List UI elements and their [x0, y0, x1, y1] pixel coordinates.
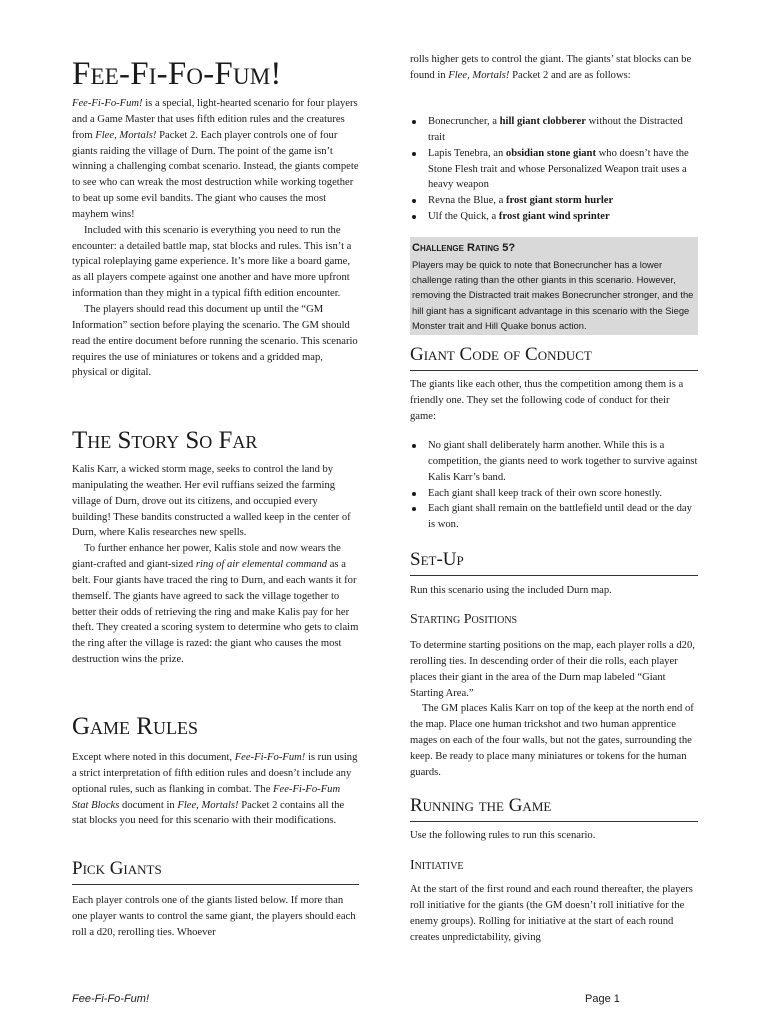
intro-text-a: is a special, light-hearted scenario for four players and a Game Master that uses fifth edition rules and the creatures from: [72, 98, 358, 141]
rules-title-ref: Fee-Fi-Fo-Fum!: [234, 752, 306, 763]
heading-set-up: Set-Up: [410, 549, 698, 576]
starting-positions-section: [410, 638, 698, 781]
story-paragraph-2: [72, 541, 359, 668]
list-item: Each giant shall keep track of their own score honestly.: [410, 486, 698, 502]
sidebar-body: Players may be quick to note that Bonecruncher has a lower challenge rating than the other giants in this scenario. However, removing the Distracted trait makes Bonecruncher stronger, and the hill giant has a significant advantage in this scenario with the Siege Monster trait and Hill Quake bonus action.: [412, 259, 694, 331]
rules-section: [72, 750, 359, 829]
code-list: [410, 438, 698, 533]
heading-running-the-game: Running the Game: [410, 795, 698, 822]
list-item: [410, 193, 698, 209]
intro-paragraph-3: The players should read this document up until the “GM Information” section before playing the scenario. The GM should read the entire document before running the scenario. This scenario requires the use of miniatures or tokens and a gridded map, physical or digital.: [72, 303, 358, 379]
heading-game-rules: Game Rules: [72, 713, 198, 740]
giant-name: Bonecruncher, a: [428, 116, 500, 127]
running-paragraph-1: Use the following rules to run this scenario.: [410, 830, 596, 841]
setup-paragraph-1: Run this scenario using the included Durn map.: [410, 585, 612, 596]
heading-pick-giants: Pick Giants: [72, 858, 359, 885]
rules-text-b: is run using a strict interpretation of fifth edition rules and doesn’t include any optional rules, such as flanking in combat. The: [72, 752, 358, 795]
document-title: Fee-Fi-Fo-Fum!: [72, 56, 282, 92]
giant-type: hill giant clobberer: [499, 116, 586, 127]
list-item: Each giant shall remain on the battlefield until dead or the day is won.: [410, 501, 698, 533]
intro-text-b: Packet 2. Each player controls one of four giants raiding the village of Durn. The point of the game isn’t winning a challenging combat scenario. Instead, the giants compete to see who can wreak the most destruction while working together to beat up some evil bandits. The giant who causes the most mayhem wins!: [72, 129, 359, 220]
starting-paragraph-1: To determine starting positions on the map, each player rolls a d20, rerolling ties. In descending order of their die rolls, each player places their giant in the area of the Durn map labeled “Giant Starting Area.”: [410, 640, 695, 699]
initiative-section: [410, 882, 698, 945]
giant-name: Lapis Tenebra, an: [428, 147, 506, 159]
pick-section: [72, 893, 359, 941]
rules-paragraph-1: [72, 750, 359, 829]
intro-section: [72, 96, 359, 381]
rules-statblocks-ref: Fee-Fi-Fo-Fum Stat Blocks: [72, 783, 341, 811]
list-item: [410, 209, 698, 225]
intro-title-ref: Fee-Fi-Fo-Fum!: [72, 98, 143, 109]
rules-text-c: document in: [119, 799, 178, 811]
giant-note: without the Distracted trait: [428, 116, 683, 143]
rules-text-d: Packet 2 contains all the stat blocks you need for this scenario with their modifications.: [72, 799, 345, 827]
pick-cont-text-a: rolls higher gets to control the giant. The giants’ stat blocks can be found in: [410, 54, 692, 81]
intro-paragraph-1: [72, 96, 359, 223]
initiative-paragraph-1: At the start of the first round and each round thereafter, the players roll initiative for the giants (the GM doesn’t roll initiative for the enemy groups). Rolling for initiative at the start of each round creates unpredictability, giving: [410, 884, 693, 943]
list-item: [410, 146, 698, 194]
list-item: No giant shall deliberately harm another. While this is a competition, the giants need to work together to survive against Kalis Karr’s band.: [410, 438, 698, 486]
running-section: [410, 828, 698, 844]
pick-paragraph-continued: [410, 52, 698, 84]
story-section: [72, 462, 359, 668]
code-section: [410, 377, 698, 425]
story-ring-ref: ring of air elemental command: [195, 559, 328, 571]
heading-initiative: Initiative: [410, 858, 464, 873]
heading-story-so-far: The Story So Far: [72, 427, 258, 454]
list-item: [410, 114, 698, 146]
footer-document-title: Fee-Fi-Fo-Fum!: [72, 993, 149, 1005]
intro-book-ref: Flee, Mortals!: [95, 129, 157, 141]
code-paragraph-1: The giants like each other, thus the competition among them is a friendly one. They set the following code of conduct for their game:: [410, 379, 684, 422]
pick-continued: [410, 52, 698, 84]
giant-note: who doesn’t have the Stone Flesh trait and whose Personalized Weapon trait uses a heavy weapon: [428, 147, 689, 191]
footer-page-number: Page 1: [585, 993, 620, 1005]
intro-paragraph-2: Included with this scenario is everything you need to run the encounter: a detailed battle map, stat blocks and rules. This isn’t a typical roleplaying game experience. It’s more like a board game, as all players compete against one another and have more upfront information than they might in a typical fifth edition encounter.: [72, 224, 352, 300]
starting-paragraph-2: The GM places Kalis Karr on top of the keep at the north end of the map. Place one human trickshot and two human apprentice mages on each of the four walls, but not the gates, surrounding the keep. Be ready to place many miniatures or tokens for the human guards.: [410, 703, 694, 778]
story-text-b: as a belt. Four giants have traced the ring to Durn, and each wants it for themself. The giants have agreed to sack the village together to better their odds of retrieving the ring and make Kalis pay for her theft. They created a scoring system to determine who gets to claim the ring after the village is razed: the giant who causes the most destruction wins the prize.: [72, 559, 359, 666]
challenge-rating-sidebar: [410, 237, 698, 335]
pick-paragraph-1: Each player controls one of the giants listed below. If more than one player wants to control the same giant, the players should each roll a d20, rerolling ties. Whoever: [72, 895, 356, 938]
rules-book-ref: Flee, Mortals!: [177, 799, 239, 811]
pick-cont-text-b: Packet 2 and are as follows:: [509, 69, 631, 81]
setup-section: [410, 583, 698, 599]
giant-name: Ulf the Quick, a: [428, 211, 499, 223]
giant-name: Revna the Blue, a: [428, 195, 506, 207]
giant-type: frost giant storm hurler: [505, 195, 614, 207]
heading-giant-code: Giant Code of Conduct: [410, 344, 698, 371]
rules-text-a: Except where noted in this document,: [72, 752, 235, 763]
giant-type: frost giant wind sprinter: [498, 211, 610, 223]
giant-type: obsidian stone giant: [505, 147, 596, 159]
story-text-a: To further enhance her power, Kalis stole and now wears the giant-crafted and giant-sized: [72, 543, 341, 571]
sidebar-title: Challenge Rating 5?: [412, 242, 516, 254]
story-paragraph-1: Kalis Karr, a wicked storm mage, seeks to control the land by manipulating the weather. Her evil ruffians seized the farming village of Durn, drove out its citizens, and occupied every building! These bandits constructed a walled keep in the center of Durn, where Kalis researches new spells.: [72, 464, 351, 539]
giant-list: [410, 114, 698, 225]
pick-cont-book-ref: Flee, Mortals!: [448, 69, 510, 81]
heading-starting-positions: Starting Positions: [410, 612, 518, 627]
